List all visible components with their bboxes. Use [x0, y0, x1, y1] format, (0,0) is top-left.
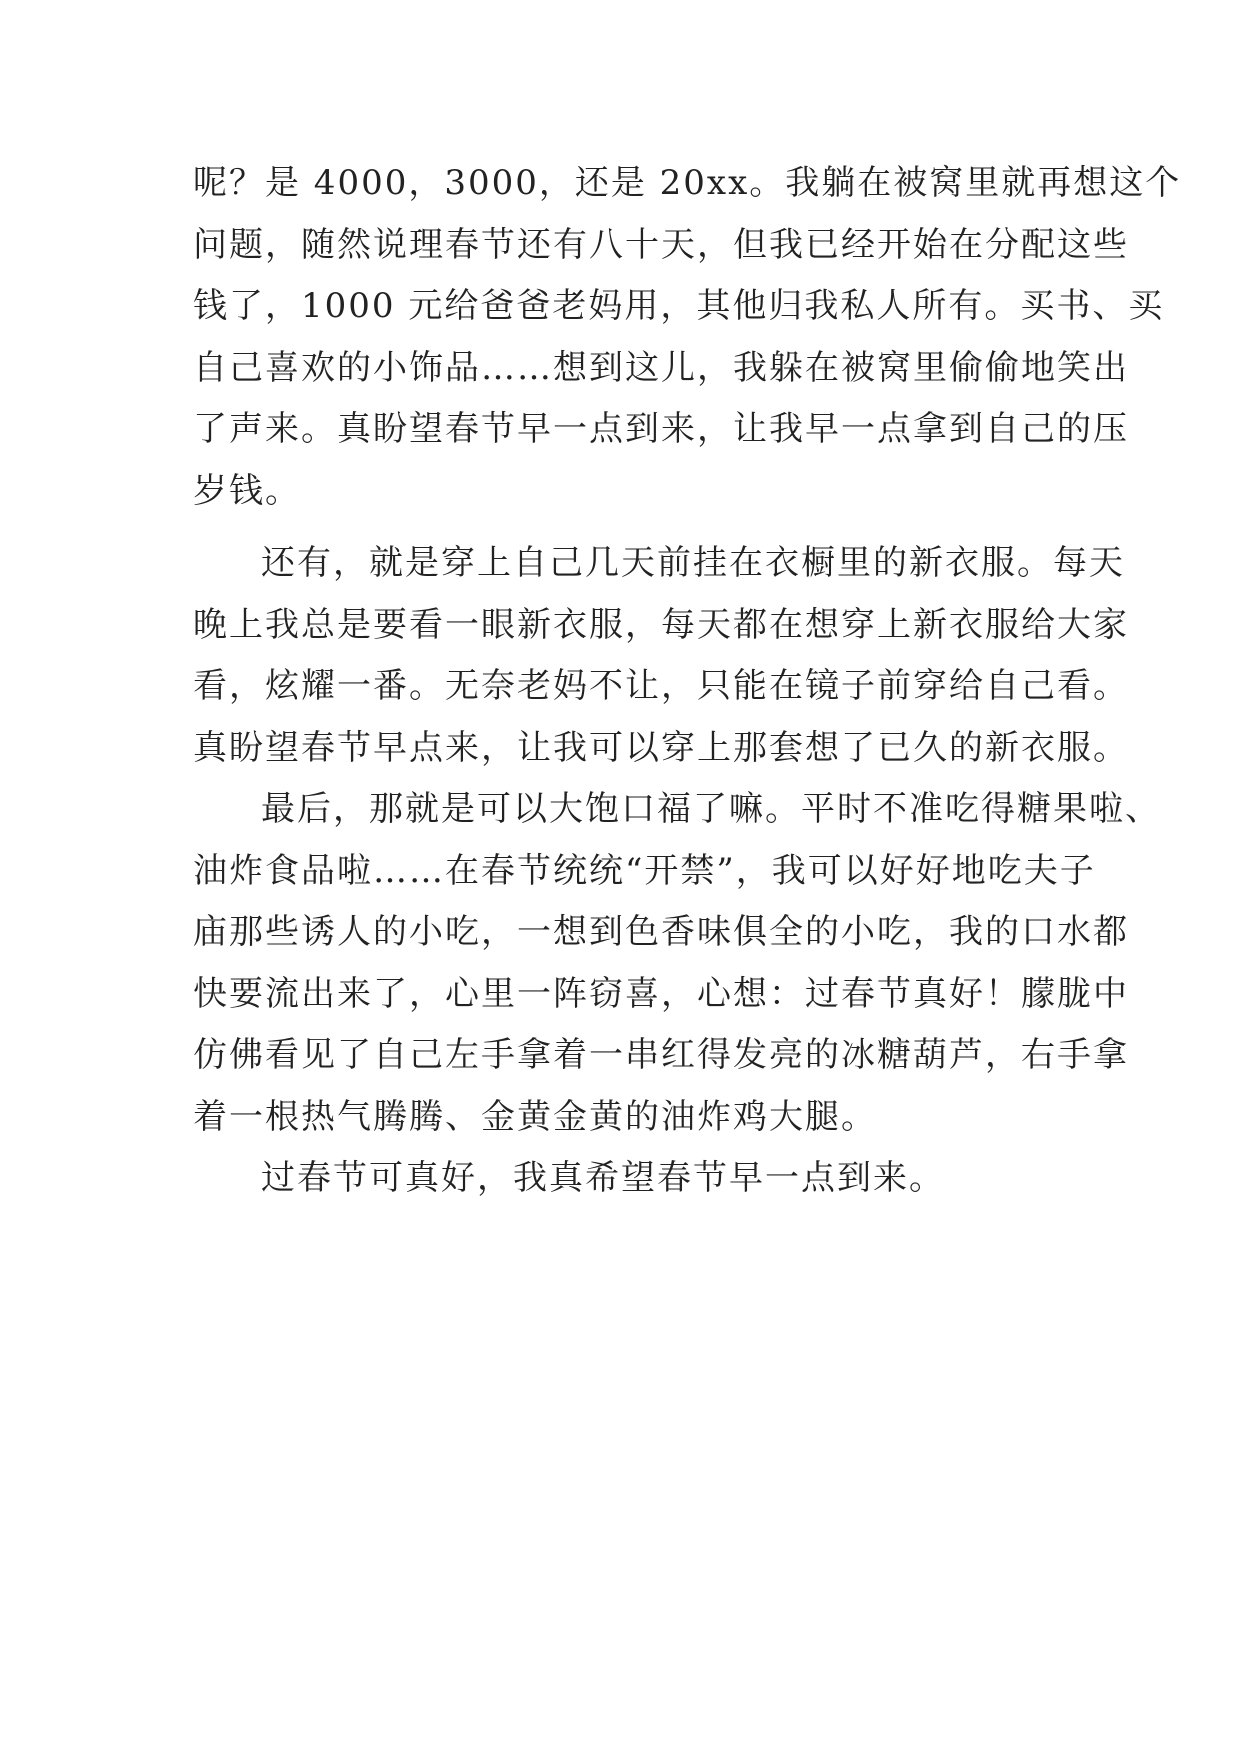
text-line: 岁钱。: [193, 470, 301, 511]
text-line: 庙那些诱人的小吃，一想到色香味俱全的小吃，我的口水都: [193, 912, 1129, 952]
paragraph-first-line: 过春节可真好，我真希望春节早一点到来。: [261, 1158, 945, 1198]
paragraph-first-line: 还有，就是穿上自己几天前挂在衣橱里的新衣服。每天: [261, 543, 1125, 583]
text-line: 着一根热气腾腾、金黄金黄的油炸鸡大腿。: [193, 1096, 877, 1137]
text-line: 真盼望春节早点来，让我可以穿上那套想了已久的新衣服。: [193, 727, 1129, 768]
text-line: 问题，随然说理春节还有八十天，但我已经开始在分配这些: [193, 224, 1129, 265]
text-line: 钱了，1000 元给爸爸老妈用，其他归我私人所有。买书、买: [193, 286, 1165, 326]
text-line: 油炸食品啦……在春节统统“开禁”，我可以好好地吃夫子: [193, 850, 1096, 891]
text-line: 仿佛看见了自己左手拿着一串红得发亮的冰糖葫芦，右手拿: [193, 1035, 1129, 1075]
paragraph-first-line: 最后，那就是可以大饱口福了嘛。平时不准吃得糖果啦、: [261, 789, 1161, 829]
article-body: [193, 153, 1182, 1210]
text-line: 了声来。真盼望春节早一点到来，让我早一点拿到自己的压: [193, 409, 1129, 449]
text-line: 呢？是 4000，3000，还是 20xx。我躺在被窝里就再想这个: [193, 163, 1182, 203]
text-line: 晚上我总是要看一眼新衣服，每天都在想穿上新衣服给大家: [193, 604, 1129, 645]
text-line: 看，炫耀一番。无奈老妈不让，只能在镜子前穿给自己看。: [193, 666, 1129, 706]
paragraph-gap: [193, 522, 1073, 533]
text-line: 快要流出来了，心里一阵窃喜，心想：过春节真好！朦胧中: [193, 973, 1129, 1014]
text-line: 自己喜欢的小饰品……想到这儿，我躲在被窝里偷偷地笑出: [193, 347, 1129, 388]
